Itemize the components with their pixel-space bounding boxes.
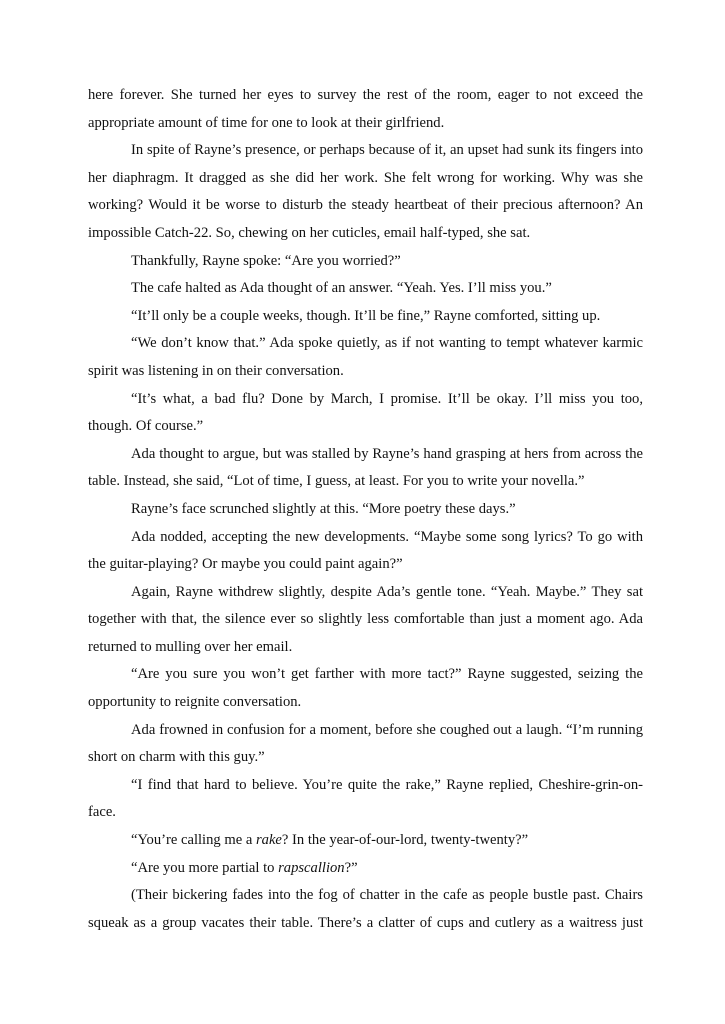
paragraph [88,137,643,247]
paragraph-text: “It’ll only be a couple weeks, though. It’ll be fine,” Rayne comforted, sitting up. [131,307,601,324]
paragraph [88,827,643,855]
paragraph-text: ?” [344,859,358,876]
paragraph [88,386,643,441]
paragraph-text: “You’re calling me a [131,832,256,849]
paragraph-text: (Their bickering fades into the fog of chatter in the cafe as people bustle past. Chairs squeak as a group vacates their table. There’s a clatter of cups and cutlery as a waitress just [88,887,643,931]
paragraph-text: Ada frowned in confusion for a moment, before she coughed out a laugh. “I’m running short on charm with this guy.” [88,721,643,766]
paragraph-text: The cafe halted as Ada thought of an answer. “Yeah. Yes. I’ll miss you.” [131,280,552,297]
paragraph [88,330,643,385]
paragraph-text: “Are you more partial to [131,859,279,876]
paragraph [88,579,643,662]
paragraph [88,772,643,827]
paragraph-text: “I find that hard to believe. You’re quite the rake,” Rayne replied, Cheshire-grin-on-face. [88,776,643,821]
paragraph [88,303,643,331]
paragraph-text: Again, Rayne withdrew slightly, despite Ada’s gentle tone. “Yeah. Maybe.” They sat together with that, the silence ever so slightly less comfortable than just a moment ago. Ada returned to mulling over her email. [88,583,643,655]
italic-text: rake [255,832,282,849]
paragraph [88,882,643,937]
paragraph [88,248,643,276]
paragraph-text: ? In the year-of-our-lord, twenty-twenty?” [281,832,529,849]
paragraph-text: “It’s what, a bad flu? Done by March, I promise. It’ll be okay. I’ll miss you too, though. Of course.” [88,390,643,435]
paragraph-text: “Are you sure you won’t get farther with more tact?” Rayne suggested, seizing the opportunity to reignite conversation. [88,666,643,711]
manuscript-page [88,82,643,937]
paragraph [88,717,643,772]
paragraph [88,661,643,716]
paragraph-text: Rayne’s face scrunched slightly at this. “More poetry these days.” [131,500,516,517]
paragraph-text: here forever. She turned her eyes to survey the rest of the room, eager to not exceed the appropriate amount of time for one to look at their girlfriend. [88,87,643,131]
paragraph [88,82,643,137]
paragraph [88,275,643,303]
paragraph-text: Ada nodded, accepting the new developments. “Maybe some song lyrics? To go with the guitar-playing? Or maybe you could paint again?” [88,528,643,573]
paragraph [88,855,643,883]
paragraph [88,524,643,579]
paragraph [88,496,643,524]
paragraph-text: Thankfully, Rayne spoke: “Are you worried?” [131,252,401,269]
paragraph-text: Ada thought to argue, but was stalled by Rayne’s hand grasping at hers from across the table. Instead, she said, “Lot of time, I guess, at least. For you to write your novella.” [88,445,643,490]
paragraph-text: “We don’t know that.” Ada spoke quietly, as if not wanting to tempt whatever karmic spirit was listening in on their conversation. [88,335,643,379]
paragraph [88,441,643,496]
italic-text: rapscallion [278,859,345,876]
paragraph-text: In spite of Rayne’s presence, or perhaps because of it, an upset had sunk its fingers into her diaphragm. It dragged as she did her work. She felt wrong for working. Why was she working? Would it be worse to disturb the steady heartbeat of their precious afternoon? An impossible Catch-22. So, chewing on her cuticles, email half-typed, she sat. [88,142,643,241]
